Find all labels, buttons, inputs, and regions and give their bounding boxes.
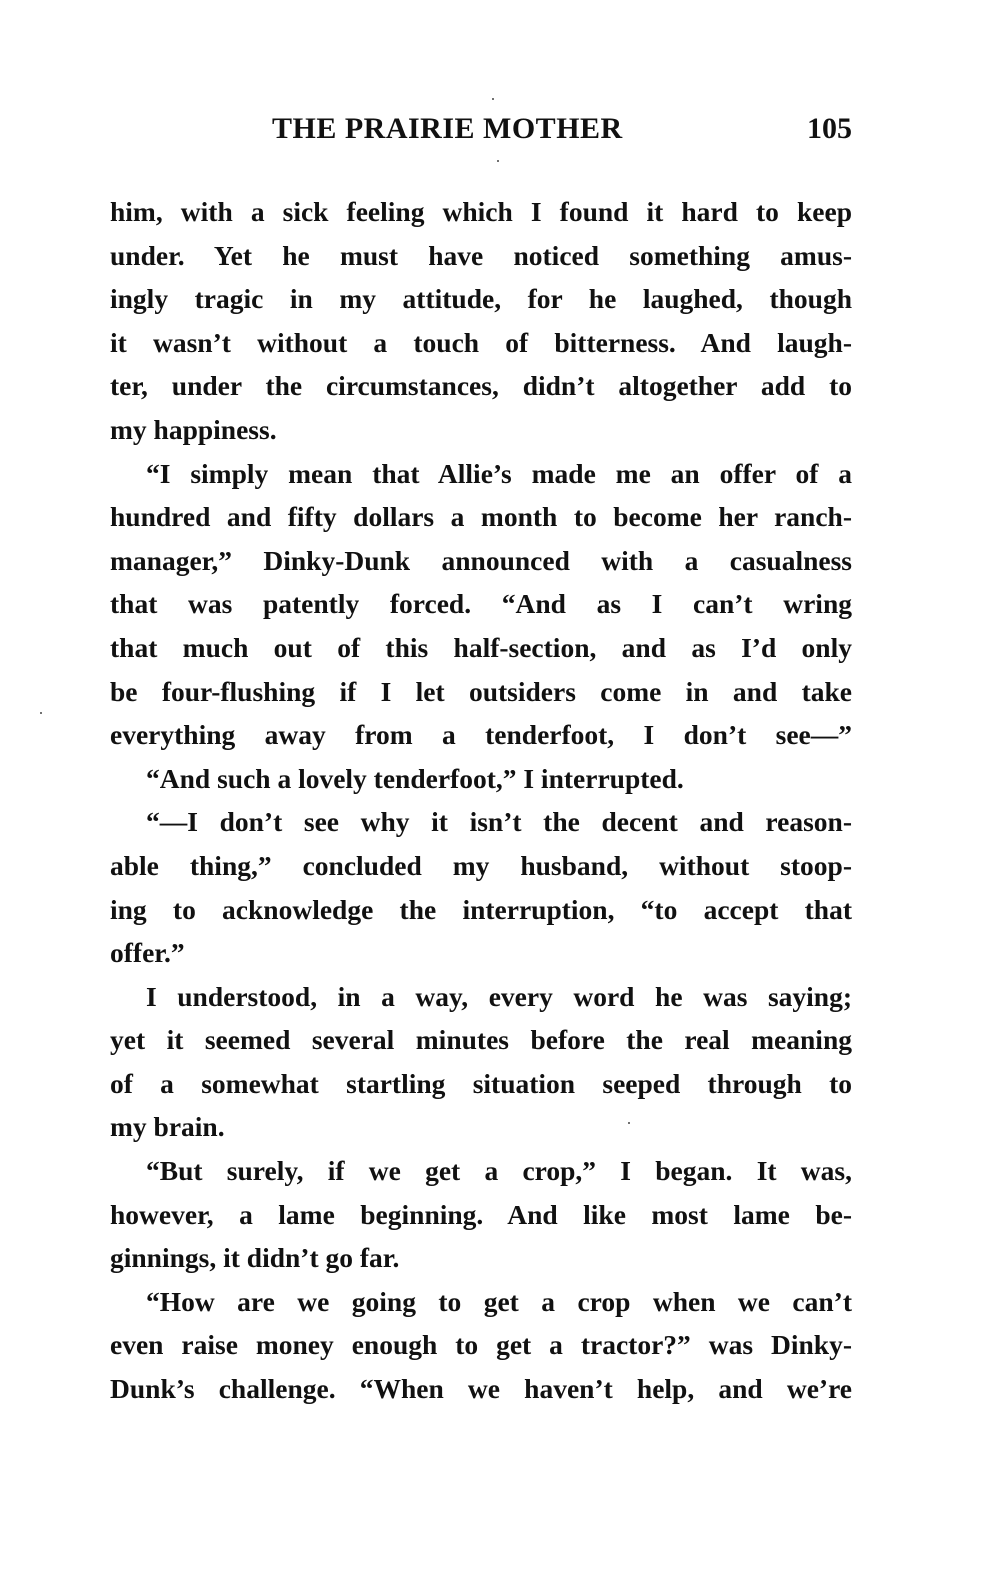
text-line: able thing,” concluded my husband, without stoop- xyxy=(110,849,852,881)
page-number: 105 xyxy=(807,112,852,145)
text-line: even raise money enough to get a tractor?” was Dinky- xyxy=(110,1329,852,1361)
text-line: “I simply mean that Allie’s made me an offer of a xyxy=(146,457,852,489)
print-speck xyxy=(497,160,499,162)
text-line: offer.” xyxy=(110,937,185,969)
text-line: “But surely, if we get a crop,” I began. It was, xyxy=(146,1155,852,1187)
text-line: ing to acknowledge the interruption, “to accept that xyxy=(110,893,852,925)
text-line: be four-flushing if I let outsiders come in and take xyxy=(110,675,852,707)
text-line: everything away from a tenderfoot, I don’t see—” xyxy=(110,719,852,751)
text-line: ginnings, it didn’t go far. xyxy=(110,1242,400,1274)
text-line: him, with a sick feeling which I found it hard to keep xyxy=(110,196,852,227)
text-line: it wasn’t without a touch of bitterness. And laugh- xyxy=(110,326,852,358)
text-line: manager,” Dinky-Dunk announced with a casualness xyxy=(110,544,852,576)
text-line: that much out of this half-section, and as I’d only xyxy=(110,631,852,663)
body-text xyxy=(110,190,852,1411)
text-line: I understood, in a way, every word he was saying; xyxy=(146,980,852,1012)
running-title: THE PRAIRIE MOTHER xyxy=(272,112,623,145)
text-line: my brain. xyxy=(110,1111,225,1143)
text-line: that was patently forced. “And as I can’t wring xyxy=(110,588,852,620)
print-speck xyxy=(40,712,42,714)
page-header xyxy=(110,112,852,152)
text-line: under. Yet he must have noticed something amus- xyxy=(110,239,852,271)
print-speck xyxy=(492,98,494,100)
text-line: “—I don’t see why it isn’t the decent and reason- xyxy=(146,806,852,838)
text-line: “How are we going to get a crop when we can’t xyxy=(146,1285,852,1317)
text-line: yet it seemed several minutes before the real meaning xyxy=(110,1024,852,1056)
text-line: Dunk’s challenge. “When we haven’t help, and we’re xyxy=(110,1373,852,1405)
text-line: ingly tragic in my attitude, for he laughed, though xyxy=(110,283,852,315)
print-speck xyxy=(628,1122,630,1124)
text-line: of a somewhat startling situation seeped through to xyxy=(110,1067,852,1099)
text-line: hundred and fifty dollars a month to become her ranch- xyxy=(110,501,852,533)
text-line: ter, under the circumstances, didn’t altogether add to xyxy=(110,370,852,402)
text-line: “And such a lovely tenderfoot,” I interrupted. xyxy=(146,762,684,794)
text-line: however, a lame beginning. And like most lame be- xyxy=(110,1198,852,1230)
text-line: my happiness. xyxy=(110,413,277,445)
